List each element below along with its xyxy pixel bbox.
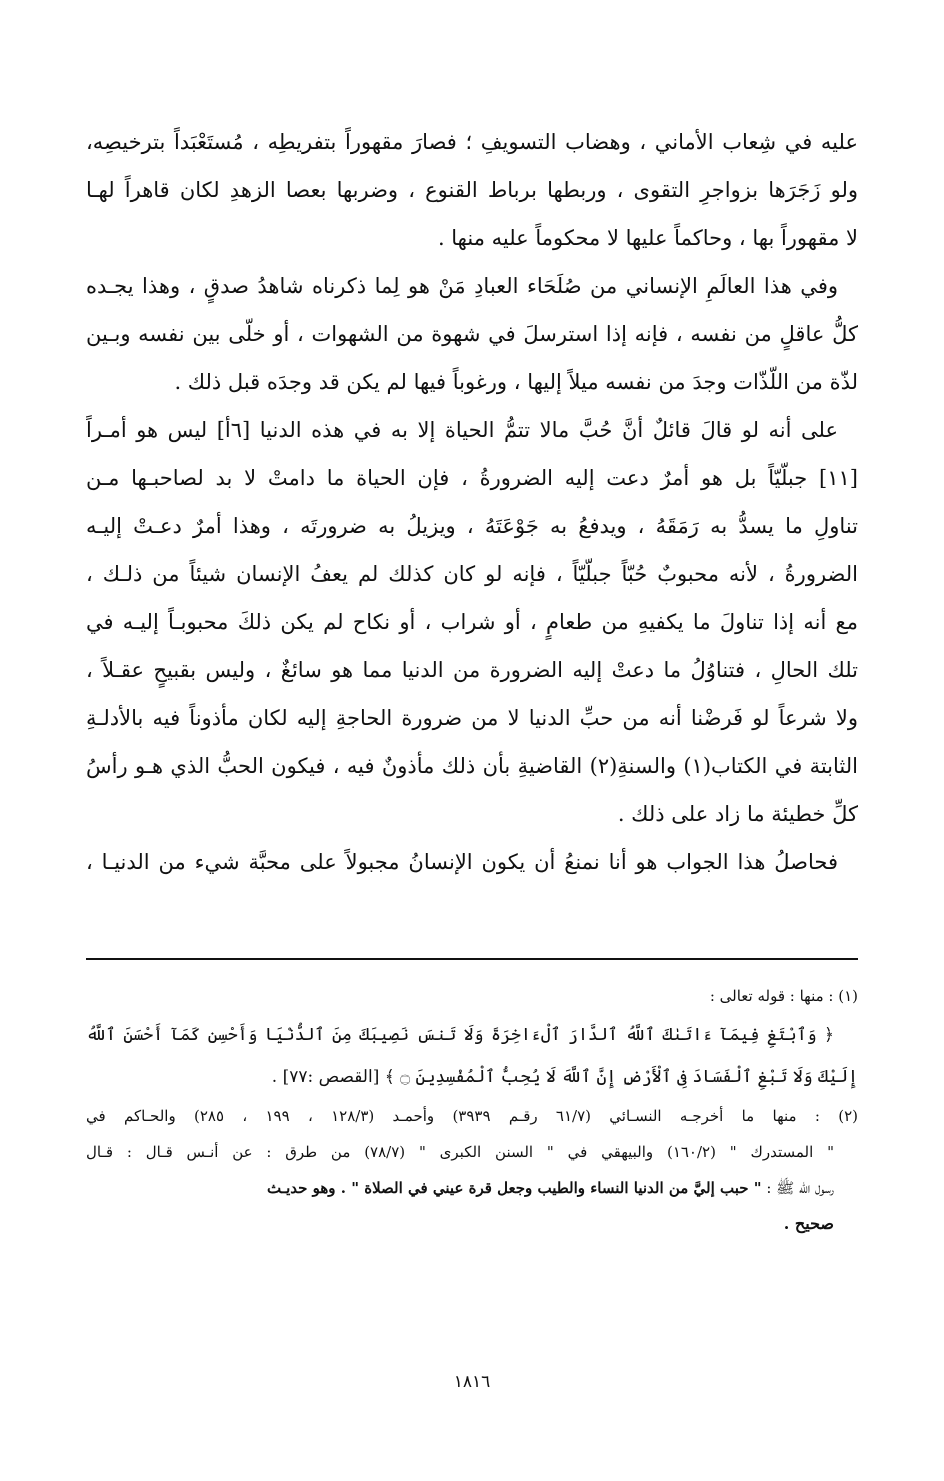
text-line: تناولِ ما يسدُّ به رَمَقَهُ ، ويدفعُ به جَوْعَتَهُ ، ويزيلُ به ضرورتَه ، وهذا أمرٌ دعـتْ إليـه bbox=[86, 514, 858, 538]
page-number: ١٨١٦ bbox=[453, 1372, 491, 1392]
footnote-divider bbox=[86, 958, 858, 960]
text-line: لذّة من اللّذّات وجدَ من نفسه ميلاً إليها ، ورغوباً فيها لم يكن قد وجدَه قبل ذلك . bbox=[174, 370, 858, 394]
text-line: وفي هذا العالَمِ الإنساني من صُلَحَاء العبادِ مَنْ هو لِما ذكرناه شاهدُ صدقٍ ، وهذا يجـده bbox=[86, 274, 838, 298]
text-line: عليه في شِعاب الأماني ، وهضاب التسويفِ ؛ فصارَ مقهوراً بتفريطِه ، مُستَعْبَداً بترخيصِه، bbox=[86, 130, 858, 154]
text-line: فحاصلُ هذا الجواب هو أنا نمنعُ أن يكون الإنسانُ مجبولاً على محبَّة شيء من الدنيـا ، bbox=[86, 850, 838, 874]
text-line: ولا شرعاً لو فَرضْنا أنه من حبِّ الدنيا لا من ضرورة الحاجةِ إليه لكان مأذوناً فيه بالأدلـةِ bbox=[86, 706, 858, 730]
text-line: كلِّ خطيئة ما زاد على ذلك . bbox=[617, 802, 858, 826]
footnote-2-line bbox=[86, 1170, 858, 1206]
text-line: ولو زَجَرَها بزواجرِ التقوى ، وربطها برباط القنوع ، وضربها بعصا الزهدِ لكان قاهراً لهـا bbox=[86, 178, 858, 202]
text-line: الثابتة في الكتاب(١) والسنةِ(٢) القاضيةِ بأن ذلك مأذونٌ فيه ، فيكون الحبُّ الذي هـو رأسُ bbox=[86, 754, 858, 778]
footnote-1-intro: (١) : منها : قوله تعالى : bbox=[709, 987, 858, 1005]
text-line: كلُّ عاقلٍ من نفسه ، فإنه إذا استرسلَ في شهوة من الشهوات ، أو خلّى بين نفسه وبـين bbox=[86, 322, 858, 346]
text-line: [١١] جبلّيّاً بل هو أمرٌ دعت إليه الضرورةُ ، فإن الحياة ما دامتْ لا بد لصاحبـها مـن bbox=[86, 466, 858, 490]
text-line: الضرورةُ ، لأنه محبوبٌ حُبّاً جبلّيّاً ، فإنه لو كان كذلك لم يعفُ الإنسان شيئاً من ذلـك ، bbox=[86, 562, 858, 586]
text-line: مع أنه إذا تناولَ ما يكفيهِ من طعامٍ ، أو شراب ، أو نكاح لم يكن ذلكَ محبوبـاً إليـه في bbox=[86, 610, 858, 634]
footnote-1-quran-line: ﴿ وَٱبْتَغِ فِيمَآ ءَاتَىٰكَ ٱللَّهُ ٱلدَّارَ ٱلْءَاخِرَةَ وَلَا تَنسَ نَصِيبَكَ مِنَ ٱلدُّنْيَا وَأَحْسِن كَمَآ أَحْسَنَ ٱللَّهُ bbox=[86, 1025, 834, 1045]
text-line: على أنه لو قالَ قائلٌ أنَّ حُبَّ مالا تتمُّ الحياة إلا به في هذه الدنيا [٦أ] ليس هو أمـراً bbox=[86, 418, 838, 442]
text-line: تلك الحالِ ، فتناوُلُ ما دعتْ إليه الضرورة من الدنيا مما هو سائغٌ ، وليس بقبيحٍ عقـلاً ، bbox=[86, 658, 858, 682]
text-line: لا مقهوراً بها ، وحاكماً عليها لا محكوماً عليه منها . bbox=[437, 226, 858, 250]
footnote-2-line: (٢) : منها ما أخرجـه النسـائي (٦١/٧ رقـم ٣٩٣٩) وأحمـد (١٢٨/٣ ، ١٩٩ ، ٢٨٥) والحـاكم في bbox=[86, 1107, 858, 1125]
footnote-2-line: صحيح . bbox=[783, 1214, 834, 1233]
footnote-2-hadith: " حبب إليَّ من الدنيا النساء والطيب وجعل قرة عيني في الصلاة " . وهو حديـث bbox=[266, 1179, 762, 1197]
footnote-2-line: " المستدرك " (١٦٠/٢) والبيهقي في " السنن الكبرى " (٧٨/٧) من طرق : عن أنـس قـال : قـال bbox=[86, 1143, 834, 1161]
footnote-2-prefix: رسول الله ﷺ : bbox=[761, 1179, 834, 1197]
footnote-1-quran-line: إِلَيْكَ وَلَا تَبْغِ ٱلْفَسَادَ فِى ٱلْأَرْضِ إِنَّ ٱللَّهَ لَا يُحِبُّ ٱلْمُفْسِدِينَ ۝ ﴾ [القصص :٧٧] . bbox=[271, 1067, 858, 1087]
main-text-block bbox=[86, 118, 858, 886]
footnotes-block bbox=[86, 978, 858, 1242]
